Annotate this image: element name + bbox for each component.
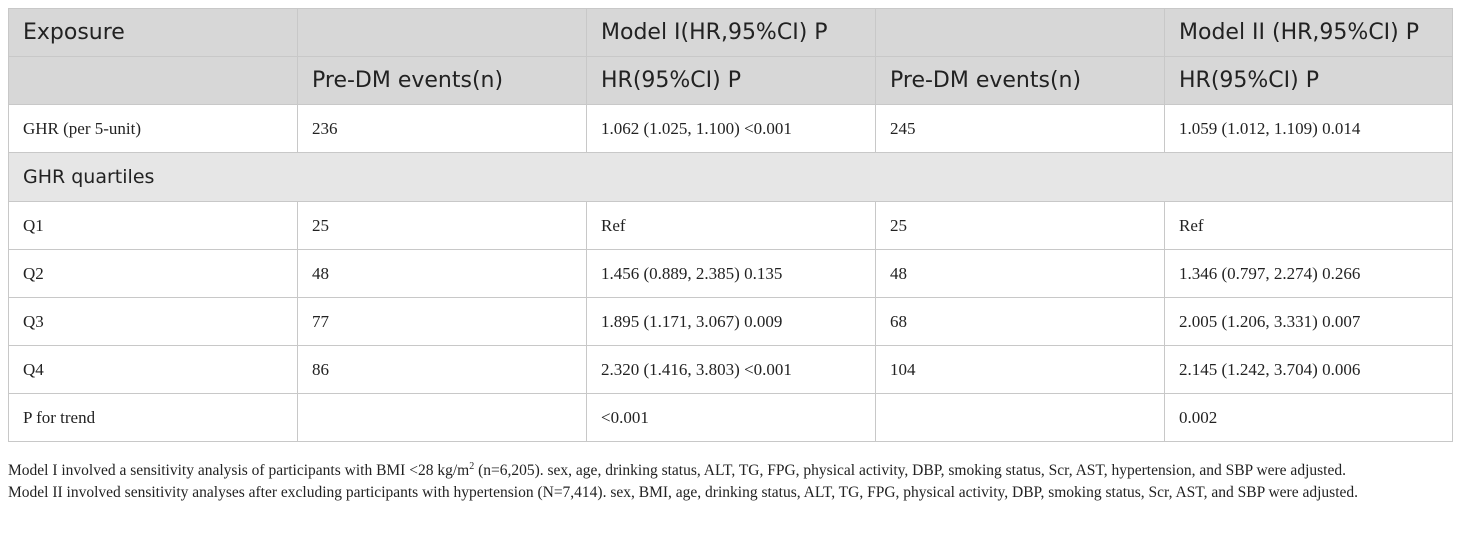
hr-model-2: 2.145 (1.242, 3.704) 0.006 (1165, 346, 1453, 394)
row-label: Q1 (9, 202, 298, 250)
table-footnotes (8, 461, 1452, 505)
table-row (9, 394, 1453, 442)
hr-model-2: 2.005 (1.206, 3.331) 0.007 (1165, 298, 1453, 346)
hr-model-1: <0.001 (587, 394, 876, 442)
events-model-1: 25 (298, 202, 587, 250)
hr-model-2: 1.059 (1.012, 1.109) 0.014 (1165, 105, 1453, 153)
table-row (9, 298, 1453, 346)
row-label: GHR (per 5-unit) (9, 105, 298, 153)
header-events-1: Pre-DM events(n) (298, 57, 587, 105)
row-label: Q2 (9, 250, 298, 298)
footnote-model-2: Model II involved sensitivity analyses after excluding participants with hypertension (N=7,414). sex, BMI, age, drinking status, ALT, TG, FPG, physical activity, DBP, smoking status, Scr, AST, and SBP were adjusted. (8, 484, 1359, 501)
header-model-1: Model I(HR,95%CI) P (587, 9, 876, 57)
hr-model-1: 2.320 (1.416, 3.803) <0.001 (587, 346, 876, 394)
events-model-1: 86 (298, 346, 587, 394)
hr-model-2: 1.346 (0.797, 2.274) 0.266 (1165, 250, 1453, 298)
footnote-model-1 (8, 461, 1452, 481)
hr-model-1: 1.062 (1.025, 1.100) <0.001 (587, 105, 876, 153)
events-model-2: 245 (876, 105, 1165, 153)
table-row (9, 202, 1453, 250)
row-label: Q3 (9, 298, 298, 346)
table-row (9, 250, 1453, 298)
table-row (9, 346, 1453, 394)
results-table (8, 8, 1453, 442)
section-row (9, 153, 1453, 202)
hr-model-2: Ref (1165, 202, 1453, 250)
events-model-1: 48 (298, 250, 587, 298)
events-model-1: 236 (298, 105, 587, 153)
hr-model-1: 1.456 (0.889, 2.385) 0.135 (587, 250, 876, 298)
header-model-2: Model II (HR,95%CI) P (1165, 9, 1453, 57)
header-blank (876, 9, 1165, 57)
events-model-2 (876, 394, 1165, 442)
events-model-2: 68 (876, 298, 1165, 346)
events-model-2: 48 (876, 250, 1165, 298)
events-model-2: 25 (876, 202, 1165, 250)
header-blank (298, 9, 587, 57)
header-hr-1: HR(95%CI) P (587, 57, 876, 105)
header-row-2 (9, 57, 1453, 105)
header-hr-2: HR(95%CI) P (1165, 57, 1453, 105)
hr-model-1: 1.895 (1.171, 3.067) 0.009 (587, 298, 876, 346)
header-events-2: Pre-DM events(n) (876, 57, 1165, 105)
footnote-superscript: 2 (469, 460, 475, 472)
footnote-text: (n=6,205). sex, age, drinking status, ALT, TG, FPG, physical activity, DBP, smoking status, Scr, AST, hypertension, and SBP were adjusted. (474, 462, 1346, 479)
table-row (9, 105, 1453, 153)
header-row-1 (9, 9, 1453, 57)
hr-model-1: Ref (587, 202, 876, 250)
events-model-2: 104 (876, 346, 1165, 394)
row-label: P for trend (9, 394, 298, 442)
events-model-1 (298, 394, 587, 442)
header-empty-cell (9, 57, 298, 105)
row-label: Q4 (9, 346, 298, 394)
footnote-text: Model I involved a sensitivity analysis of participants with BMI <28 kg/m (8, 462, 470, 479)
header-exposure: Exposure (9, 9, 298, 57)
events-model-1: 77 (298, 298, 587, 346)
hr-model-2: 0.002 (1165, 394, 1453, 442)
section-label: GHR quartiles (9, 153, 1453, 202)
